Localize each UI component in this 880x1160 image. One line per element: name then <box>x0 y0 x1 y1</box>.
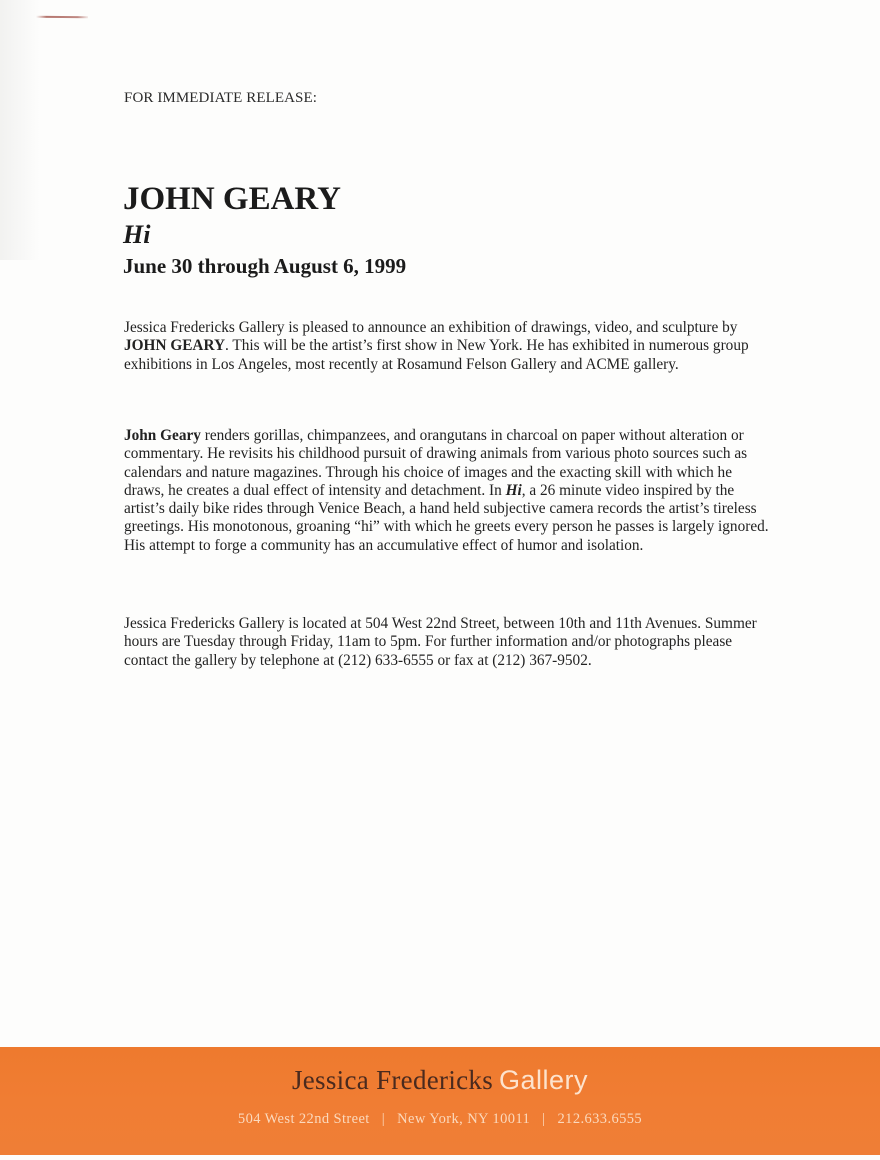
gallery-contact-line <box>0 1111 880 1128</box>
paragraph-location-contact <box>124 615 774 670</box>
artist-name-inline: John Geary <box>124 427 201 444</box>
gallery-city: New York, NY 10011 <box>397 1111 531 1127</box>
letterhead-footer <box>0 1047 880 1155</box>
gallery-address: 504 West 22nd Street <box>237 1111 370 1127</box>
release-label: FOR IMMEDIATE RELEASE: <box>124 90 318 106</box>
gallery-name-main: Jessica Fredericks <box>291 1065 494 1095</box>
artist-name-inline: JOHN GEARY <box>124 337 226 355</box>
separator: | <box>381 1111 386 1127</box>
separator: | <box>542 1111 546 1127</box>
paragraph-text: Jessica Fredericks Gallery is pleased to announce an exhibition of drawings, video, and sculpture by <box>124 319 738 336</box>
gallery-name-suffix: Gallery <box>499 1065 589 1095</box>
paragraph-text: , a 26 minute video inspired by the artist’s daily bike rides through Venice Beach, a hand held subjective camera records the artist’s tireless greetings. His monotonous, groaning “hi” with which he greets every person he passes is largely ignored. His attempt to forge a community has an accumulative effect of humor and isolation. <box>124 481 769 554</box>
paragraph-announcement <box>124 319 774 374</box>
show-title-inline: Hi <box>505 481 522 499</box>
exhibition-header <box>123 180 406 280</box>
show-dates: June 30 through August 6, 1999 <box>123 254 407 278</box>
artist-name: JOHN GEARY <box>123 181 341 217</box>
paragraph-text: renders gorillas, chimpanzees, and orangutans in charcoal on paper without alteration or commentary. He revisits his childhood pursuit of drawing animals from various photo sources such as calendars and nature magazines. Through his choice of images and the exacting skill with which he draws, he creates a dual effect of intensity and detachment. In <box>124 427 748 499</box>
paragraph-description <box>124 427 774 555</box>
scan-edge-shadow <box>0 0 40 260</box>
gallery-name <box>0 1063 880 1097</box>
show-title: Hi <box>123 220 151 249</box>
pen-mark <box>36 16 88 19</box>
paragraph-text: Jessica Fredericks Gallery is located at 504 West 22nd Street, between 10th and 11th Avenues. Summer hours are Tuesday through Friday, 11am to 5pm. For further information and/or photographs please contact the gallery by telephone at (212) 633-6555 or fax at (212) 367-9502. <box>124 615 757 669</box>
gallery-phone: 212.633.6555 <box>557 1111 643 1127</box>
paragraph-text: . This will be the artist’s first show in New York. He has exhibited in numerous group exhibitions in Los Angeles, most recently at Rosamund Felson Gallery and ACME gallery. <box>124 337 749 373</box>
